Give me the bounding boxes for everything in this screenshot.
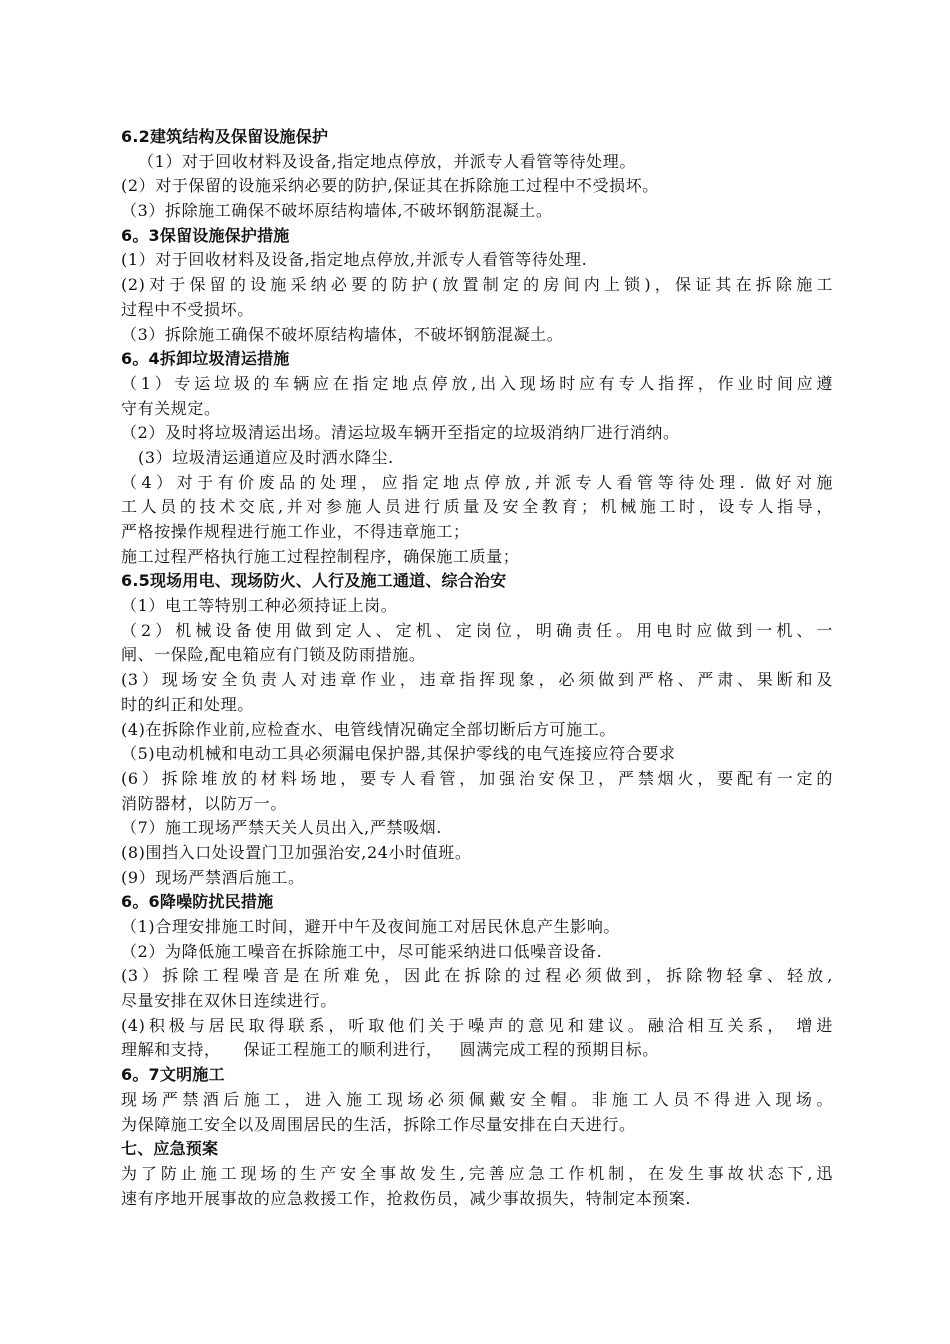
text-line: (6）拆除堆放的材料场地，要专人看管，加强治安保卫，严禁烟火，要配有一定的 — [121, 768, 833, 788]
text-line: （1）对于回收材料及设备,指定地点停放，并派专人看管等待处理。 — [121, 151, 636, 171]
text-line: （2）为降低施工噪音在拆除施工中，尽可能采纳进口低噪音设备. — [121, 941, 603, 961]
text-line: (3）垃圾清运通道应及时洒水降尘. — [121, 447, 394, 467]
text-line: （1)合理安排施工时间，避开中午及夜间施工对居民休息产生影响。 — [121, 917, 621, 936]
text-line: (2）对于保留的设施采纳必要的防护,保证其在拆除施工过程中不受损坏。 — [121, 176, 659, 196]
text-line: （5)电动机械和电动工具必须漏电保护器,其保护零线的电气连接应符合要求 — [121, 744, 676, 764]
text-line: 为了防止施工现场的生产安全事故发生,完善应急工作机制，在发生事故状态下,迅 — [121, 1163, 833, 1183]
text-line: (9）现场严禁酒后施工。 — [121, 867, 305, 887]
text-line: (3）拆除工程噪音是在所难免，因此在拆除的过程必须做到，拆除物轻拿、轻放, — [121, 966, 833, 986]
text-line: 现场严禁酒后施工，进入施工现场必须佩戴安全帽。非施工人员不得进入现场。 — [121, 1089, 833, 1109]
section-heading: 6.5现场用电、现场防火、人行及施工通道、综合治安 — [121, 571, 507, 591]
text-line: 消防器材，以防万一。 — [121, 793, 288, 813]
text-line: （4）对于有价废品的处理，应指定地点停放,并派专人看管等待处理. 做好对施 — [121, 472, 833, 492]
text-line: (1）对于回收材料及设备,指定地点停放,并派专人看管等待处理. — [121, 250, 588, 270]
text-line: （2）及时将垃圾清运出场。清运垃圾车辆开至指定的垃圾消纳厂进行消纳。 — [121, 423, 680, 443]
text-line: （1）电工等特别工种必须持证上岗。 — [121, 596, 398, 616]
section-heading: 6。6降噪防扰民措施 — [121, 892, 274, 912]
section-heading: 七、应急预案 — [121, 1139, 219, 1159]
text-line: (3）现场安全负责人对违章作业，违章指挥现象，必须做到严格、严肃、果断和及 — [121, 670, 833, 690]
section-heading: 6.2建筑结构及保留设施保护 — [121, 127, 329, 146]
text-line: （1）专运垃圾的车辆应在指定地点停放,出入现场时应有专人指挥，作业时间应遵 — [121, 373, 833, 393]
section-heading: 6。3保留设施保护措施 — [121, 225, 290, 245]
text-line: 过程中不受损坏。 — [121, 299, 254, 319]
text-line: 施工过程严格执行施工过程控制程序，确保施工质量； — [121, 546, 520, 566]
text-line: 守有关规定。 — [121, 398, 221, 418]
text-line: （3）拆除施工确保不破坏原结构墙体，不破坏钢筋混凝土。 — [121, 324, 564, 344]
text-line: （2）机械设备使用做到定人、定机、定岗位，明确责任。用电时应做到一机、一 — [121, 620, 833, 640]
text-line: (8)围挡入口处设置门卫加强治安,24小时值班。 — [121, 842, 472, 862]
text-line: (2)对于保留的设施采纳必要的防护(放置制定的房间内上锁)，保证其在拆除施工 — [121, 275, 833, 295]
section-heading: 6。4拆卸垃圾清运措施 — [121, 349, 290, 369]
text-line: （3）拆除施工确保不破坏原结构墙体,不破坏钢筋混凝土。 — [121, 201, 553, 221]
document-body — [121, 125, 833, 1211]
text-line: 时的纠正和处理。 — [121, 694, 254, 714]
text-line: （7）施工现场严禁天关人员出入,严禁吸烟. — [121, 818, 442, 838]
text-line: 为保障施工安全以及周围居民的生活，拆除工作尽量安排在白天进行。 — [121, 1114, 636, 1134]
text-line: 闸、一保险,配电箱应有门锁及防雨措施。 — [121, 645, 426, 665]
section-heading: 6。7文明施工 — [121, 1065, 225, 1085]
text-line: (4)积极与居民取得联系，听取他们关于噪声的意见和建议。融洽相互关系， 增进 — [121, 1015, 833, 1035]
text-line: 严格按操作规程进行施工作业，不得违章施工； — [121, 522, 470, 541]
text-line: 尽量安排在双休日连续进行。 — [121, 991, 337, 1011]
text-line: (4)在拆除作业前,应检查水、电管线情况确定全部切断后方可施工。 — [121, 719, 616, 739]
text-line: 工人员的技术交底,并对参施人员进行质量及安全教育；机械施工时，设专人指导， — [121, 497, 833, 517]
text-line: 速有序地开展事故的应急救援工作，抢救伤员，减少事故损失，特制定本预案. — [121, 1188, 692, 1208]
text-line: 理解和支持， 保证工程施工的顺利进行， 圆满完成工程的预期目标。 — [121, 1040, 659, 1060]
